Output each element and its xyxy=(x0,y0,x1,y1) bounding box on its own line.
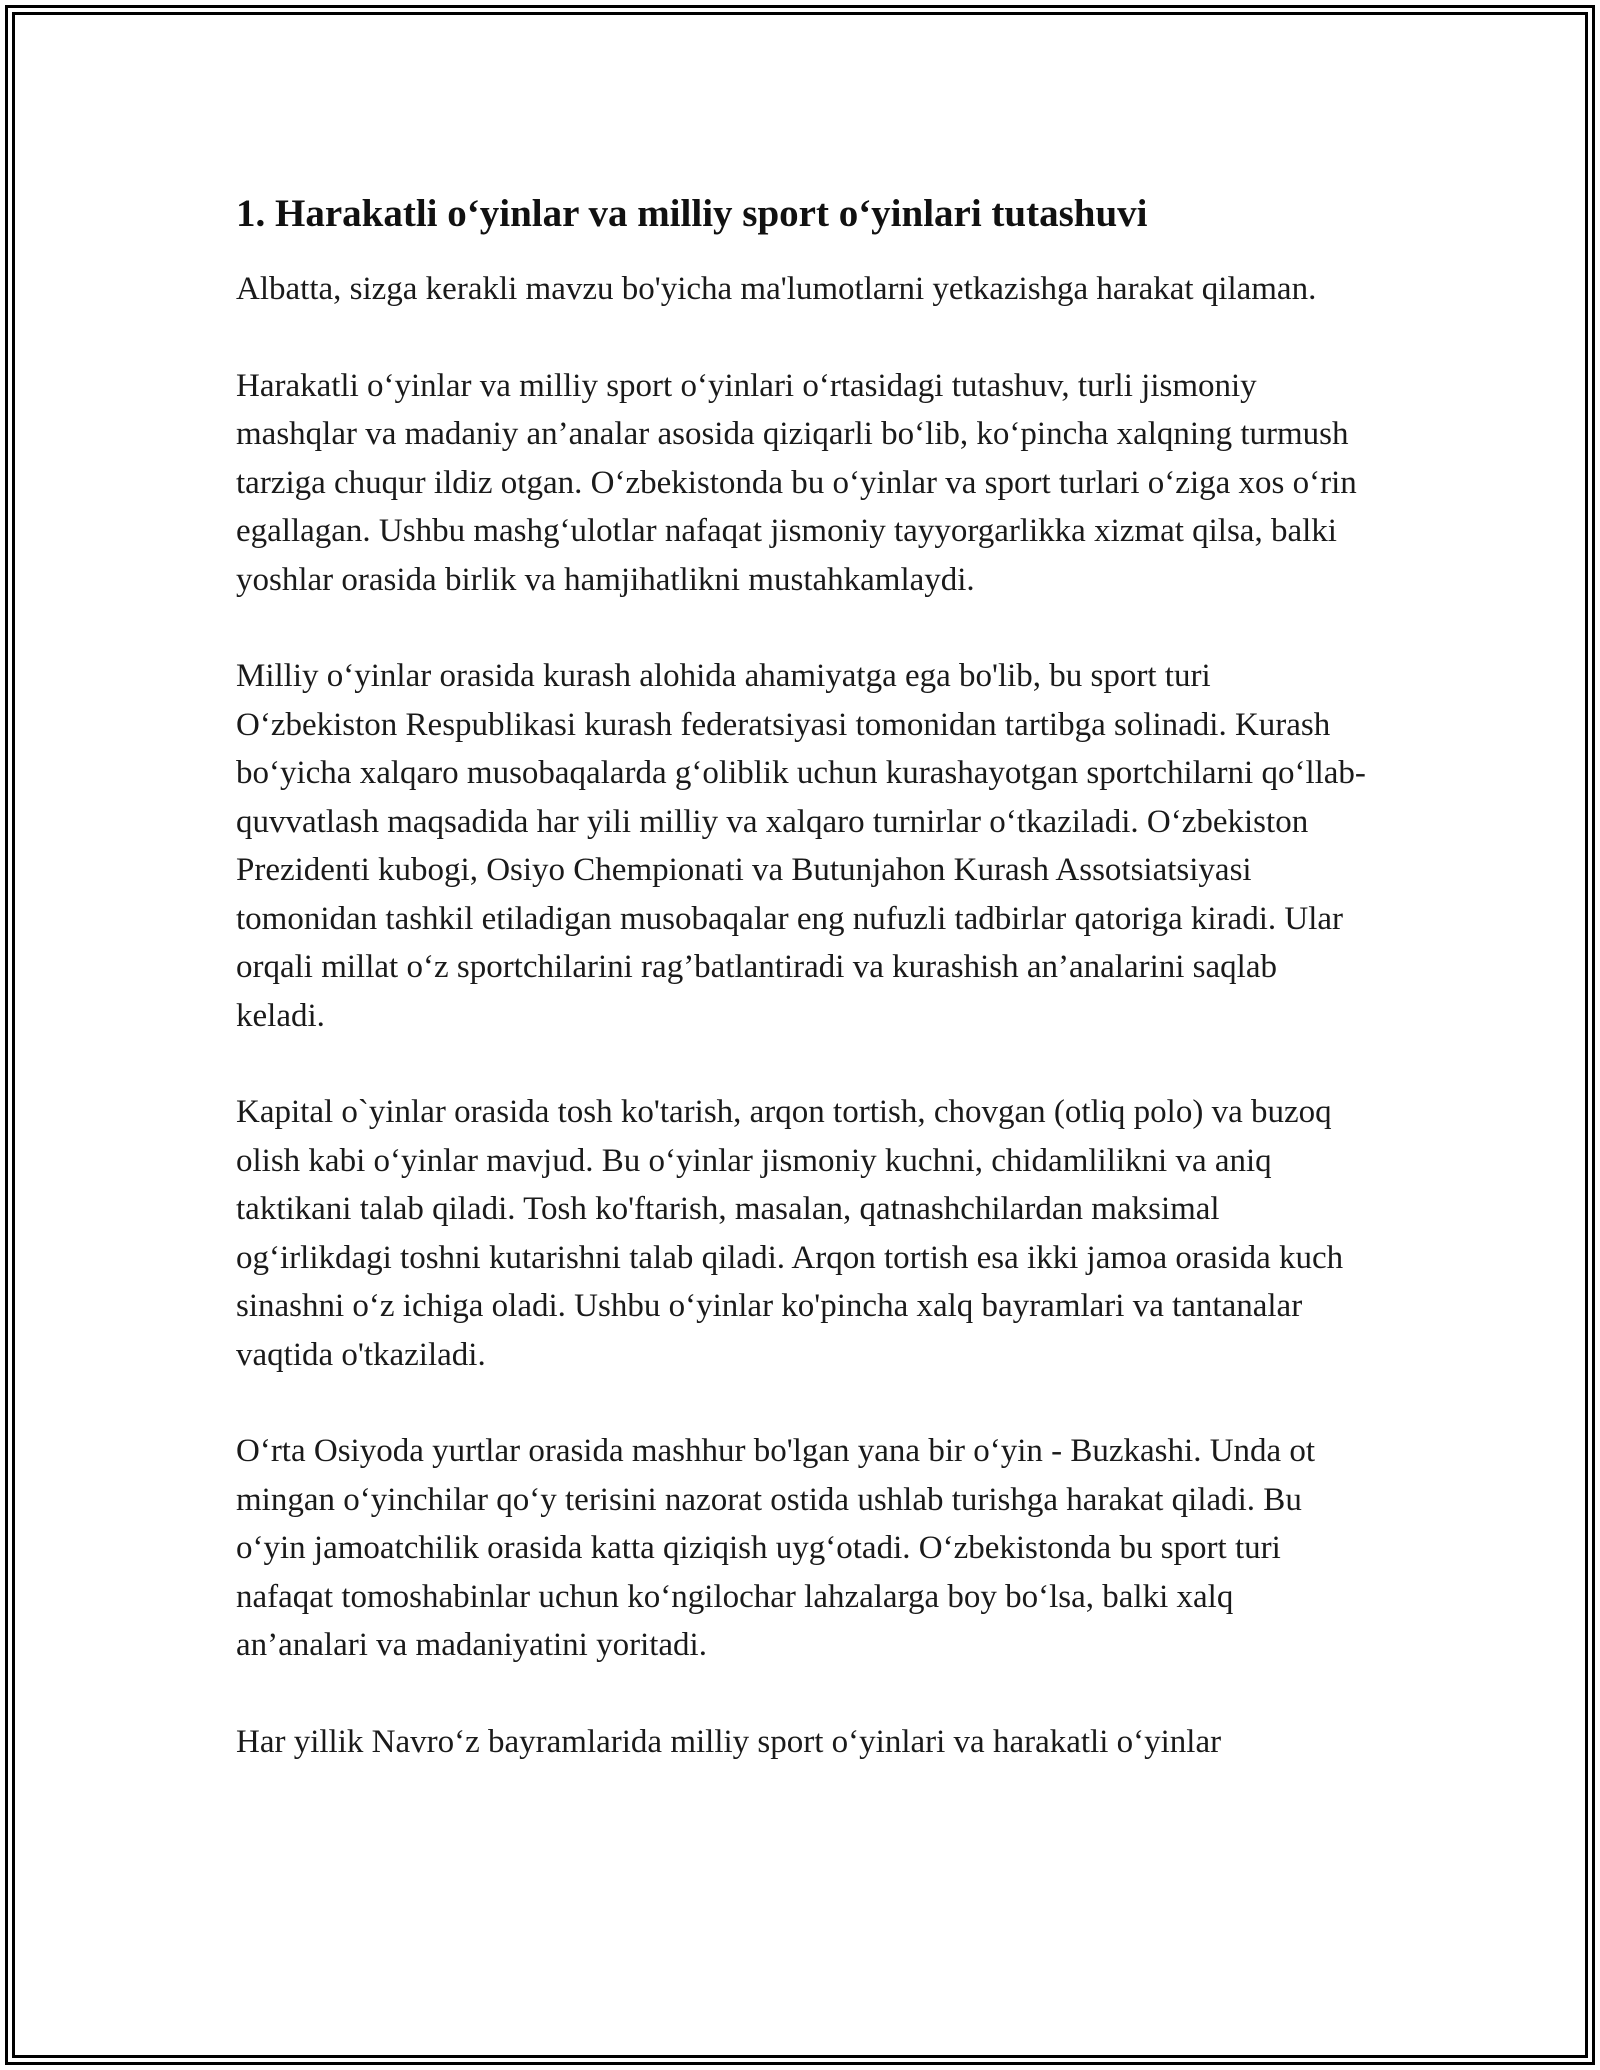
paragraph-intro: Albatta, sizga kerakli mavzu bo'yicha ma'lumotlarni yetkazishga harakat qilaman. xyxy=(236,271,1317,307)
section-heading: 1. Harakatli o‘yinlar va milliy sport o‘yinlari tutashuvi xyxy=(236,192,1148,235)
document-body xyxy=(236,185,1366,1814)
paragraph-buzkashi: O‘rta Osiyoda yurtlar orasida mashhur bo'lgan yana bir o‘yin - Buzkashi. Unda ot mingan o‘yinchilar qo‘y terisini nazorat ostida ushlab turishga harakat qiladi. Bu o‘yin jamoatchilik orasida katta qiziqish uyg‘otadi. O‘zbekistonda bu sport turi nafaqat tomoshabinlar uchun ko‘ngilochar lahzalarga boy bo‘lsa, balki xalq an’analari va madaniyatini yoritadi. xyxy=(236,1433,1316,1663)
paragraph-kapital-oyinlar: Kapital o`yinlar orasida tosh ko'tarish, arqon tortish, chovgan (otliq polo) va buzoq olish kabi o‘yinlar mavjud. Bu o‘yinlar jismoniy kuchni, chidamlilikni va aniq taktikani talab qiladi. Tosh ko'ftarish, masalan, qatnashchilardan maksimal og‘irlikdagi toshni kutarishni talab qiladi. Arqon tortish esa ikki jamoa orasida kuch sinashni o‘z ichiga oladi. Ushbu o‘yinlar ko'pincha xalq bayramlari va tantanalar vaqtida o'tkaziladi. xyxy=(236,1094,1344,1373)
paragraph-tutashuv: Harakatli o‘yinlar va milliy sport o‘yinlari o‘rtasidagi tutashuv, turli jismoniy mashqlar va madaniy an’analar asosida qiziqarli bo‘lib, ko‘pincha xalqning turmush tarziga chuqur ildiz otgan. O‘zbekistonda bu o‘yinlar va sport turlari o‘ziga xos o‘rin egallagan. Ushbu mashg‘ulotlar nafaqat jismoniy tayyorgarlikka xizmat qilsa, balki yoshlar orasida birlik va hamjihatlikni mustahkamlaydi. xyxy=(236,367,1357,598)
paragraph-navroz: Har yillik Navro‘z bayramlarida milliy sport o‘yinlari va harakatli o‘yinlar xyxy=(236,1723,1222,1760)
paragraph-kurash: Milliy o‘yinlar orasida kurash alohida ahamiyatga ega bo'lib, bu sport turi O‘zbekiston Respublikasi kurash federatsiyasi tomonidan tartibga solinadi. Kurash bo‘yicha xalqaro musobaqalarda g‘oliblik uchun kurashayotgan sportchilarni qo‘llab-quvvatlash maqsadida har yili milliy va xalqaro turnirlar o‘tkaziladi. O‘zbekiston Prezidenti kubogi, Osiyo Chempionati va Butunjahon Kurash Assotsiatsiyasi tomonidan tashkil etiladigan musobaqalar eng nufuzli tadbirlar qatoriga kiradi. Ular orqali millat o‘z sportchilarini rag’batlantiradi va kurashish an’analarini saqlab keladi. xyxy=(236,658,1366,1034)
